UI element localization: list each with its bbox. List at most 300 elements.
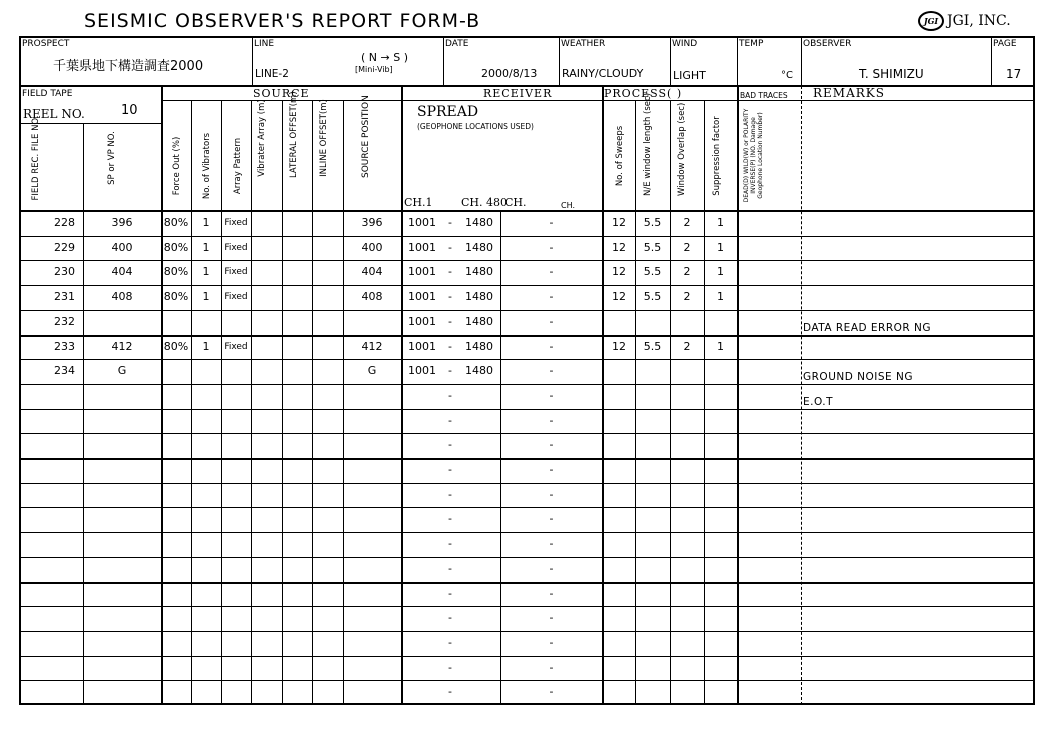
cell-overlap — [670, 384, 704, 408]
cell-ch1 — [402, 384, 442, 408]
cell-force — [161, 656, 191, 680]
cell-dash2: - — [549, 216, 554, 229]
cell-sweeps: 12 — [612, 290, 626, 304]
cell-ch1: 1001 — [408, 265, 436, 279]
cell-ne — [635, 483, 670, 507]
cell-dash: - — [448, 512, 452, 526]
cell-overlap — [670, 458, 704, 482]
ch-label-b: CH. — [561, 201, 576, 210]
cell-force — [161, 384, 191, 408]
cell-vib — [191, 680, 221, 704]
cell-sp — [83, 656, 161, 680]
cell-sp: 408 — [111, 290, 133, 304]
cell-srcpos — [343, 606, 401, 630]
col-suppression: Suppression factor — [712, 116, 722, 196]
cell-file — [21, 631, 75, 655]
cell-ne — [635, 507, 670, 531]
observer-label: OBSERVER — [803, 39, 852, 49]
company-label: JGI, INC. — [947, 13, 1011, 29]
cell-vib — [191, 433, 221, 457]
prospect-label: PROSPECT — [22, 39, 70, 49]
cell-dash: - — [448, 388, 452, 402]
cell-pattern — [221, 557, 251, 581]
wind-label: WIND — [672, 39, 698, 49]
cell-ne — [635, 310, 670, 334]
cell-srcpos — [343, 532, 401, 556]
cell-overlap — [670, 532, 704, 556]
cell-dash2: - — [549, 388, 554, 402]
cell-remark: DATA READ ERROR NG — [803, 321, 932, 334]
cell-supp — [704, 310, 737, 334]
cell-srcpos — [343, 409, 401, 433]
cell-ne: 5.5 — [643, 216, 662, 229]
cell-force: 80% — [163, 240, 189, 254]
cell-ch480 — [458, 433, 500, 457]
cell-sp — [83, 680, 161, 704]
cell-srcpos — [343, 384, 401, 408]
cell-supp — [704, 532, 737, 556]
cell-ch480 — [458, 656, 500, 680]
cell-dash2: - — [549, 685, 554, 699]
cell-ch1: 1001 — [408, 290, 436, 304]
cell-force — [161, 483, 191, 507]
cell-overlap — [670, 582, 704, 606]
cell-ch480 — [458, 557, 500, 581]
cell-sp — [83, 606, 161, 630]
cell-pattern — [221, 409, 251, 433]
ch1-label: CH.1 — [404, 196, 433, 209]
cell-ne: 5.5 — [643, 240, 662, 254]
cell-supp — [704, 433, 737, 457]
cell-ne — [635, 532, 670, 556]
cell-ch1 — [402, 631, 442, 655]
col-ne-window: N/E window length (sec) — [643, 92, 653, 196]
cell-dash2: - — [549, 364, 554, 378]
cell-force — [161, 631, 191, 655]
cell-ne: 5.5 — [643, 290, 662, 304]
cell-srcpos — [343, 557, 401, 581]
cell-pattern: Fixed — [224, 292, 248, 303]
weather-label: WEATHER — [561, 39, 606, 49]
cell-ch480 — [458, 458, 500, 482]
temp-label: TEMP — [739, 39, 764, 49]
cell-dash2: - — [549, 314, 554, 328]
cell-ne — [635, 433, 670, 457]
spread-title: SPREAD — [417, 104, 479, 120]
reel-label: REEL NO. — [23, 107, 85, 121]
cell-srcpos: 408 — [361, 290, 383, 304]
cell-sweeps — [603, 680, 635, 704]
cell-sweeps: 12 — [612, 339, 626, 353]
page-label: PAGE — [993, 39, 1017, 49]
cell-dash2: - — [549, 487, 554, 501]
cell-force: 80% — [163, 265, 189, 279]
cell-supp — [704, 458, 737, 482]
cell-file: 230 — [54, 265, 75, 279]
cell-pattern: Fixed — [224, 242, 248, 253]
cell-ch1 — [402, 507, 442, 531]
bad-traces-title: BAD TRACES — [740, 91, 788, 100]
col-bad-trace-detail: DEAD(D) WILD(W) or POLARITY INVERSE(P) (NO. Damage Geophone Location Number) — [743, 108, 764, 203]
col-array-pattern: Array Pattern — [233, 137, 243, 195]
col-num-vibrators: No. of Vibrators — [202, 132, 212, 200]
cell-supp: 1 — [717, 240, 724, 254]
cell-ne — [635, 409, 670, 433]
receiver-section-title: RECEIVER — [483, 87, 553, 100]
cell-ch1 — [402, 656, 442, 680]
cell-srcpos — [343, 631, 401, 655]
cell-pattern — [221, 680, 251, 704]
jgi-logo-icon: JGI — [918, 11, 944, 31]
cell-supp: 1 — [717, 265, 724, 279]
cell-ne — [635, 582, 670, 606]
cell-vib: 1 — [202, 265, 210, 279]
cell-vib — [191, 606, 221, 630]
cell-pattern — [221, 631, 251, 655]
cell-dash2: - — [549, 537, 554, 551]
page-value: 17 — [1006, 67, 1022, 81]
cell-supp — [704, 656, 737, 680]
cell-sweeps: 12 — [612, 265, 626, 279]
ch-label-a: CH. — [505, 196, 527, 209]
cell-file: 228 — [54, 216, 75, 229]
cell-ch480: 1480 — [465, 339, 493, 353]
cell-dash: - — [448, 216, 452, 229]
cell-vib — [191, 409, 221, 433]
cell-dash: - — [448, 265, 452, 279]
cell-sweeps — [603, 532, 635, 556]
cell-dash2: - — [549, 635, 554, 649]
weather-value: RAINY/CLOUDY — [562, 67, 644, 80]
cell-vib — [191, 483, 221, 507]
cell-dash2: - — [549, 561, 554, 575]
col-force-out: Force Out (%) — [172, 136, 182, 196]
mini-vib-note: [Mini-Vib] — [355, 65, 393, 74]
col-source-position: SOURCE POSITION — [361, 95, 371, 178]
cell-pattern: Fixed — [224, 341, 248, 352]
cell-dash2: - — [549, 240, 554, 254]
cell-pattern — [221, 384, 251, 408]
cell-ch1 — [402, 680, 442, 704]
cell-supp: 1 — [717, 339, 724, 353]
cell-sweeps: 12 — [612, 216, 626, 229]
cell-file — [21, 557, 75, 581]
cell-ch480 — [458, 606, 500, 630]
cell-supp — [704, 507, 737, 531]
cell-ch1: 1001 — [408, 339, 436, 353]
cell-srcpos: 400 — [361, 240, 383, 254]
company-name — [918, 11, 1011, 31]
cell-supp: 1 — [717, 216, 724, 229]
cell-ch480: 1480 — [465, 290, 493, 304]
cell-dash2: - — [549, 265, 554, 279]
cell-sweeps — [603, 582, 635, 606]
cell-srcpos — [343, 483, 401, 507]
line-direction: ( N → S ) — [361, 51, 408, 64]
cell-force — [161, 680, 191, 704]
col-window-overlap: Window Overlap (sec) — [677, 102, 687, 196]
cell-vib — [191, 310, 221, 334]
cell-dash: - — [448, 487, 452, 501]
cell-dash2: - — [549, 413, 554, 427]
cell-ch1: 1001 — [408, 314, 436, 328]
cell-ne — [635, 680, 670, 704]
cell-vib — [191, 458, 221, 482]
cell-srcpos — [343, 656, 401, 680]
field-tape-label: FIELD TAPE — [22, 89, 73, 99]
cell-vib — [191, 532, 221, 556]
cell-dash2: - — [549, 438, 554, 452]
cell-pattern — [221, 606, 251, 630]
remarks-section-title: REMARKS — [813, 86, 885, 100]
cell-sp: 412 — [111, 339, 133, 353]
cell-overlap — [670, 483, 704, 507]
cell-srcpos: 412 — [361, 339, 383, 353]
cell-dash: - — [448, 537, 452, 551]
line-value: LINE-2 — [255, 68, 289, 80]
cell-dash2: - — [549, 611, 554, 625]
cell-sp — [83, 409, 161, 433]
cell-ch1 — [402, 532, 442, 556]
cell-vib: 1 — [202, 290, 210, 304]
cell-file — [21, 458, 75, 482]
cell-force: 80% — [163, 216, 189, 229]
cell-file: 234 — [54, 364, 75, 378]
cell-ch1: 1001 — [408, 216, 436, 229]
cell-dash: - — [448, 660, 452, 674]
cell-dash2: - — [549, 290, 554, 304]
cell-sweeps — [603, 409, 635, 433]
ch480-label: CH. 480 — [461, 196, 507, 209]
cell-file — [21, 680, 75, 704]
col-sp-vp: SP or VP NO. — [107, 131, 117, 185]
cell-dash: - — [448, 611, 452, 625]
cell-dash2: - — [549, 512, 554, 526]
cell-vib — [191, 557, 221, 581]
cell-vib — [191, 384, 221, 408]
cell-pattern — [221, 310, 251, 334]
cell-ne — [635, 631, 670, 655]
cell-overlap: 2 — [683, 339, 691, 353]
cell-sweeps — [603, 557, 635, 581]
date-value: 2000/8/13 — [481, 67, 538, 80]
cell-supp — [704, 483, 737, 507]
cell-dash: - — [448, 438, 452, 452]
cell-ch1 — [402, 409, 442, 433]
cell-supp — [704, 409, 737, 433]
cell-vib — [191, 582, 221, 606]
cell-file: 233 — [54, 339, 75, 353]
cell-file — [21, 433, 75, 457]
cell-ne — [635, 606, 670, 630]
cell-force — [161, 409, 191, 433]
cell-ch480 — [458, 384, 500, 408]
cell-dash: - — [448, 240, 452, 254]
cell-dash: - — [448, 413, 452, 427]
cell-ch1 — [402, 483, 442, 507]
cell-dash: - — [448, 364, 452, 378]
cell-supp — [704, 384, 737, 408]
cell-overlap: 2 — [683, 265, 691, 279]
cell-pattern — [221, 433, 251, 457]
cell-file — [21, 656, 75, 680]
cell-ch1 — [402, 557, 442, 581]
cell-dash: - — [448, 635, 452, 649]
cell-pattern — [221, 582, 251, 606]
cell-ch480 — [458, 582, 500, 606]
cell-dash2: - — [549, 339, 554, 353]
cell-overlap — [670, 656, 704, 680]
cell-overlap — [670, 631, 704, 655]
cell-dash: - — [448, 561, 452, 575]
cell-ne: 5.5 — [643, 265, 662, 279]
cell-force: 80% — [163, 290, 189, 304]
cell-ch480 — [458, 507, 500, 531]
cell-sp — [83, 582, 161, 606]
cell-sp — [83, 532, 161, 556]
cell-vib — [191, 507, 221, 531]
cell-srcpos — [343, 433, 401, 457]
cell-force — [161, 532, 191, 556]
cell-sp: 404 — [111, 265, 133, 279]
cell-sp: 400 — [111, 240, 133, 254]
wind-value: LIGHT — [673, 69, 706, 82]
cell-srcpos — [343, 582, 401, 606]
cell-supp — [704, 359, 737, 383]
cell-sp — [83, 310, 161, 334]
cell-pattern — [221, 532, 251, 556]
cell-sp — [83, 631, 161, 655]
cell-dash: - — [448, 463, 452, 476]
cell-dash: - — [448, 290, 452, 304]
cell-file: 229 — [54, 240, 75, 254]
cell-force — [161, 557, 191, 581]
cell-ch480 — [458, 680, 500, 704]
cell-overlap — [670, 359, 704, 383]
cell-srcpos: 396 — [361, 216, 383, 229]
cell-overlap: 2 — [683, 216, 691, 229]
prospect-value: 千葉県地下構造調査2000 — [53, 59, 204, 74]
col-vib-array: Vibrater Array (m) — [257, 99, 267, 177]
cell-pattern — [221, 656, 251, 680]
col-lateral-offset: LATERAL OFFSET(m) — [289, 91, 299, 178]
cell-sp: 396 — [111, 216, 133, 229]
cell-ch480: 1480 — [465, 216, 493, 229]
reel-value: 10 — [121, 103, 138, 118]
cell-overlap — [670, 310, 704, 334]
cell-srcpos — [343, 680, 401, 704]
cell-file — [21, 384, 75, 408]
cell-dash2: - — [549, 660, 554, 674]
temp-unit: °C — [781, 70, 793, 81]
cell-pattern — [221, 507, 251, 531]
cell-sweeps — [603, 507, 635, 531]
cell-ch1 — [402, 606, 442, 630]
cell-overlap — [670, 409, 704, 433]
cell-supp — [704, 631, 737, 655]
cell-overlap — [670, 606, 704, 630]
cell-sweeps — [603, 606, 635, 630]
cell-pattern: Fixed — [224, 218, 248, 228]
cell-vib — [191, 656, 221, 680]
cell-supp — [704, 557, 737, 581]
cell-sweeps — [603, 310, 635, 334]
cell-ne — [635, 458, 670, 482]
cell-force — [161, 433, 191, 457]
cell-file — [21, 582, 75, 606]
cell-ch480 — [458, 483, 500, 507]
cell-overlap — [670, 433, 704, 457]
cell-srcpos: 404 — [361, 265, 383, 279]
cell-pattern — [221, 483, 251, 507]
cell-sweeps — [603, 359, 635, 383]
cell-supp — [704, 680, 737, 704]
date-label: DATE — [445, 39, 469, 49]
cell-sweeps — [603, 483, 635, 507]
cell-ch480: 1480 — [465, 265, 493, 279]
cell-force — [161, 582, 191, 606]
cell-overlap: 2 — [683, 240, 691, 254]
cell-overlap — [670, 557, 704, 581]
cell-sweeps — [603, 458, 635, 482]
col-field-rec: FIELD REC. FILE NO. — [31, 115, 41, 201]
cell-overlap — [670, 507, 704, 531]
report-form — [19, 36, 1035, 705]
cell-ch1 — [402, 458, 442, 482]
cell-ch1 — [402, 433, 442, 457]
cell-file — [21, 532, 75, 556]
spread-subtitle: (GEOPHONE LOCATIONS USED) — [417, 122, 534, 131]
cell-sweeps — [603, 384, 635, 408]
cell-ne — [635, 384, 670, 408]
cell-overlap: 2 — [683, 290, 691, 304]
cell-dash: - — [448, 685, 452, 699]
cell-sweeps — [603, 631, 635, 655]
cell-ch480 — [458, 631, 500, 655]
cell-supp — [704, 606, 737, 630]
observer-value: T. SHIMIZU — [859, 67, 924, 81]
cell-vib — [191, 359, 221, 383]
cell-ne — [635, 557, 670, 581]
cell-sp — [83, 557, 161, 581]
line-label: LINE — [254, 39, 275, 49]
cell-sp — [83, 458, 161, 482]
cell-dash: - — [448, 314, 452, 328]
cell-srcpos: G — [367, 364, 377, 378]
cell-file: 231 — [54, 290, 75, 304]
cell-ch480: 1480 — [465, 364, 493, 378]
cell-vib: 1 — [202, 240, 210, 254]
cell-srcpos — [343, 310, 401, 334]
cell-dash2: - — [549, 463, 554, 476]
cell-ch480: 1480 — [465, 240, 493, 254]
cell-ch480 — [458, 532, 500, 556]
cell-vib: 1 — [202, 216, 210, 229]
cell-sweeps — [603, 433, 635, 457]
cell-sweeps — [603, 656, 635, 680]
cell-file — [21, 507, 75, 531]
cell-vib — [191, 631, 221, 655]
cell-force — [161, 507, 191, 531]
form-title: SEISMIC OBSERVER'S REPORT FORM-B — [84, 10, 481, 32]
cell-file — [21, 606, 75, 630]
cell-sp — [83, 433, 161, 457]
cell-sp — [83, 483, 161, 507]
cell-dash2: - — [549, 586, 554, 600]
cell-pattern: Fixed — [224, 267, 248, 278]
cell-dash: - — [448, 339, 452, 353]
cell-ch1: 1001 — [408, 364, 436, 378]
